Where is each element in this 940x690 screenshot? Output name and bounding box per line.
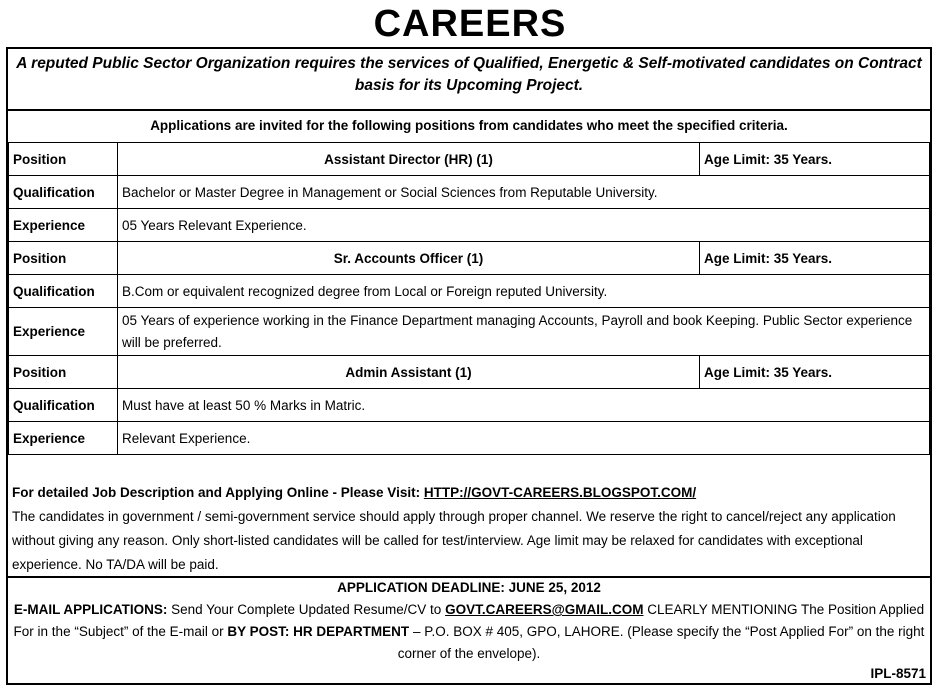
experience-value: 05 Years of experience working in the Finance Department managing Accounts, Payroll and book Keeping. Public Sector experience will be preferred. xyxy=(118,308,930,356)
experience-label: Experience xyxy=(9,422,118,455)
table-row xyxy=(9,242,930,275)
table-row xyxy=(9,389,930,422)
table-row xyxy=(9,356,930,389)
experience-value: Relevant Experience. xyxy=(118,422,930,455)
positions-table xyxy=(8,142,930,455)
footer-text xyxy=(12,481,924,577)
post-text: – P.O. BOX # 405, GPO, LAHORE. (Please specify the “Post Applied For” on the right corner of the envelope). xyxy=(397,624,925,661)
qualification-value: Must have at least 50 % Marks in Matric. xyxy=(118,389,930,422)
intro-text: A reputed Public Sector Organization requires the services of Qualified, Energetic & Self-motivated candidates on Contract basis for its Upcoming Project. xyxy=(16,55,922,94)
qualification-label: Qualification xyxy=(9,275,118,308)
table-row xyxy=(9,176,930,209)
age-limit: Age Limit: 35 Years. xyxy=(700,242,930,275)
age-limit: Age Limit: 35 Years. xyxy=(700,356,930,389)
email-text-2: CLEARLY MENTIONING The Position Applied For in the “Subject” of the E-mail or xyxy=(13,602,925,639)
ad-frame xyxy=(6,47,932,685)
notes-text: The candidates in government / semi-government service should apply through proper channel. We reserve the right to cancel/reject any application without giving any reason. Only short-listed candidates will be called for test/interview. Age limit may be relaxed for candidates with exceptional experience. No TA/DA will be paid. xyxy=(12,509,896,572)
qualification-value: B.Com or equivalent recognized degree from Local or Foreign reputed University. xyxy=(118,275,930,308)
table-row xyxy=(9,209,930,242)
post-label: BY POST: HR DEPARTMENT xyxy=(227,624,410,639)
experience-label: Experience xyxy=(9,209,118,242)
ad-code: IPL-8571 xyxy=(870,666,926,681)
email-link[interactable]: GOVT.CAREERS@GMAIL.COM xyxy=(445,602,644,617)
position-title: Admin Assistant (1) xyxy=(118,356,700,389)
table-row xyxy=(9,422,930,455)
table-row xyxy=(9,143,930,176)
position-label: Position xyxy=(9,242,118,275)
visit-prefix: For detailed Job Description and Applying Online - Please Visit: xyxy=(12,485,421,500)
qualification-label: Qualification xyxy=(9,176,118,209)
qualification-label: Qualification xyxy=(9,389,118,422)
experience-value: 05 Years Relevant Experience. xyxy=(118,209,930,242)
email-label: E-MAIL APPLICATIONS: xyxy=(13,602,168,617)
email-text-1: Send Your Complete Updated Resume/CV to xyxy=(171,602,442,617)
qualification-value: Bachelor or Master Degree in Management or Social Sciences from Reputable University. xyxy=(118,176,930,209)
table-row xyxy=(9,275,930,308)
divider xyxy=(8,109,930,111)
table-row xyxy=(9,308,930,356)
deadline-text: APPLICATION DEADLINE: JUNE 25, 2012 xyxy=(337,580,601,595)
age-limit: Age Limit: 35 Years. xyxy=(700,143,930,176)
visit-link[interactable]: HTTP://GOVT-CAREERS.BLOGSPOT.COM/ xyxy=(423,485,697,500)
application-section xyxy=(8,577,930,665)
position-title: Sr. Accounts Officer (1) xyxy=(118,242,700,275)
experience-label: Experience xyxy=(9,308,118,356)
position-label: Position xyxy=(9,143,118,176)
position-title: Assistant Director (HR) (1) xyxy=(118,143,700,176)
page-title: CAREERS xyxy=(373,3,567,45)
invite-text: Applications are invited for the following positions from candidates who meet the specified criteria. xyxy=(150,118,788,133)
position-label: Position xyxy=(9,356,118,389)
